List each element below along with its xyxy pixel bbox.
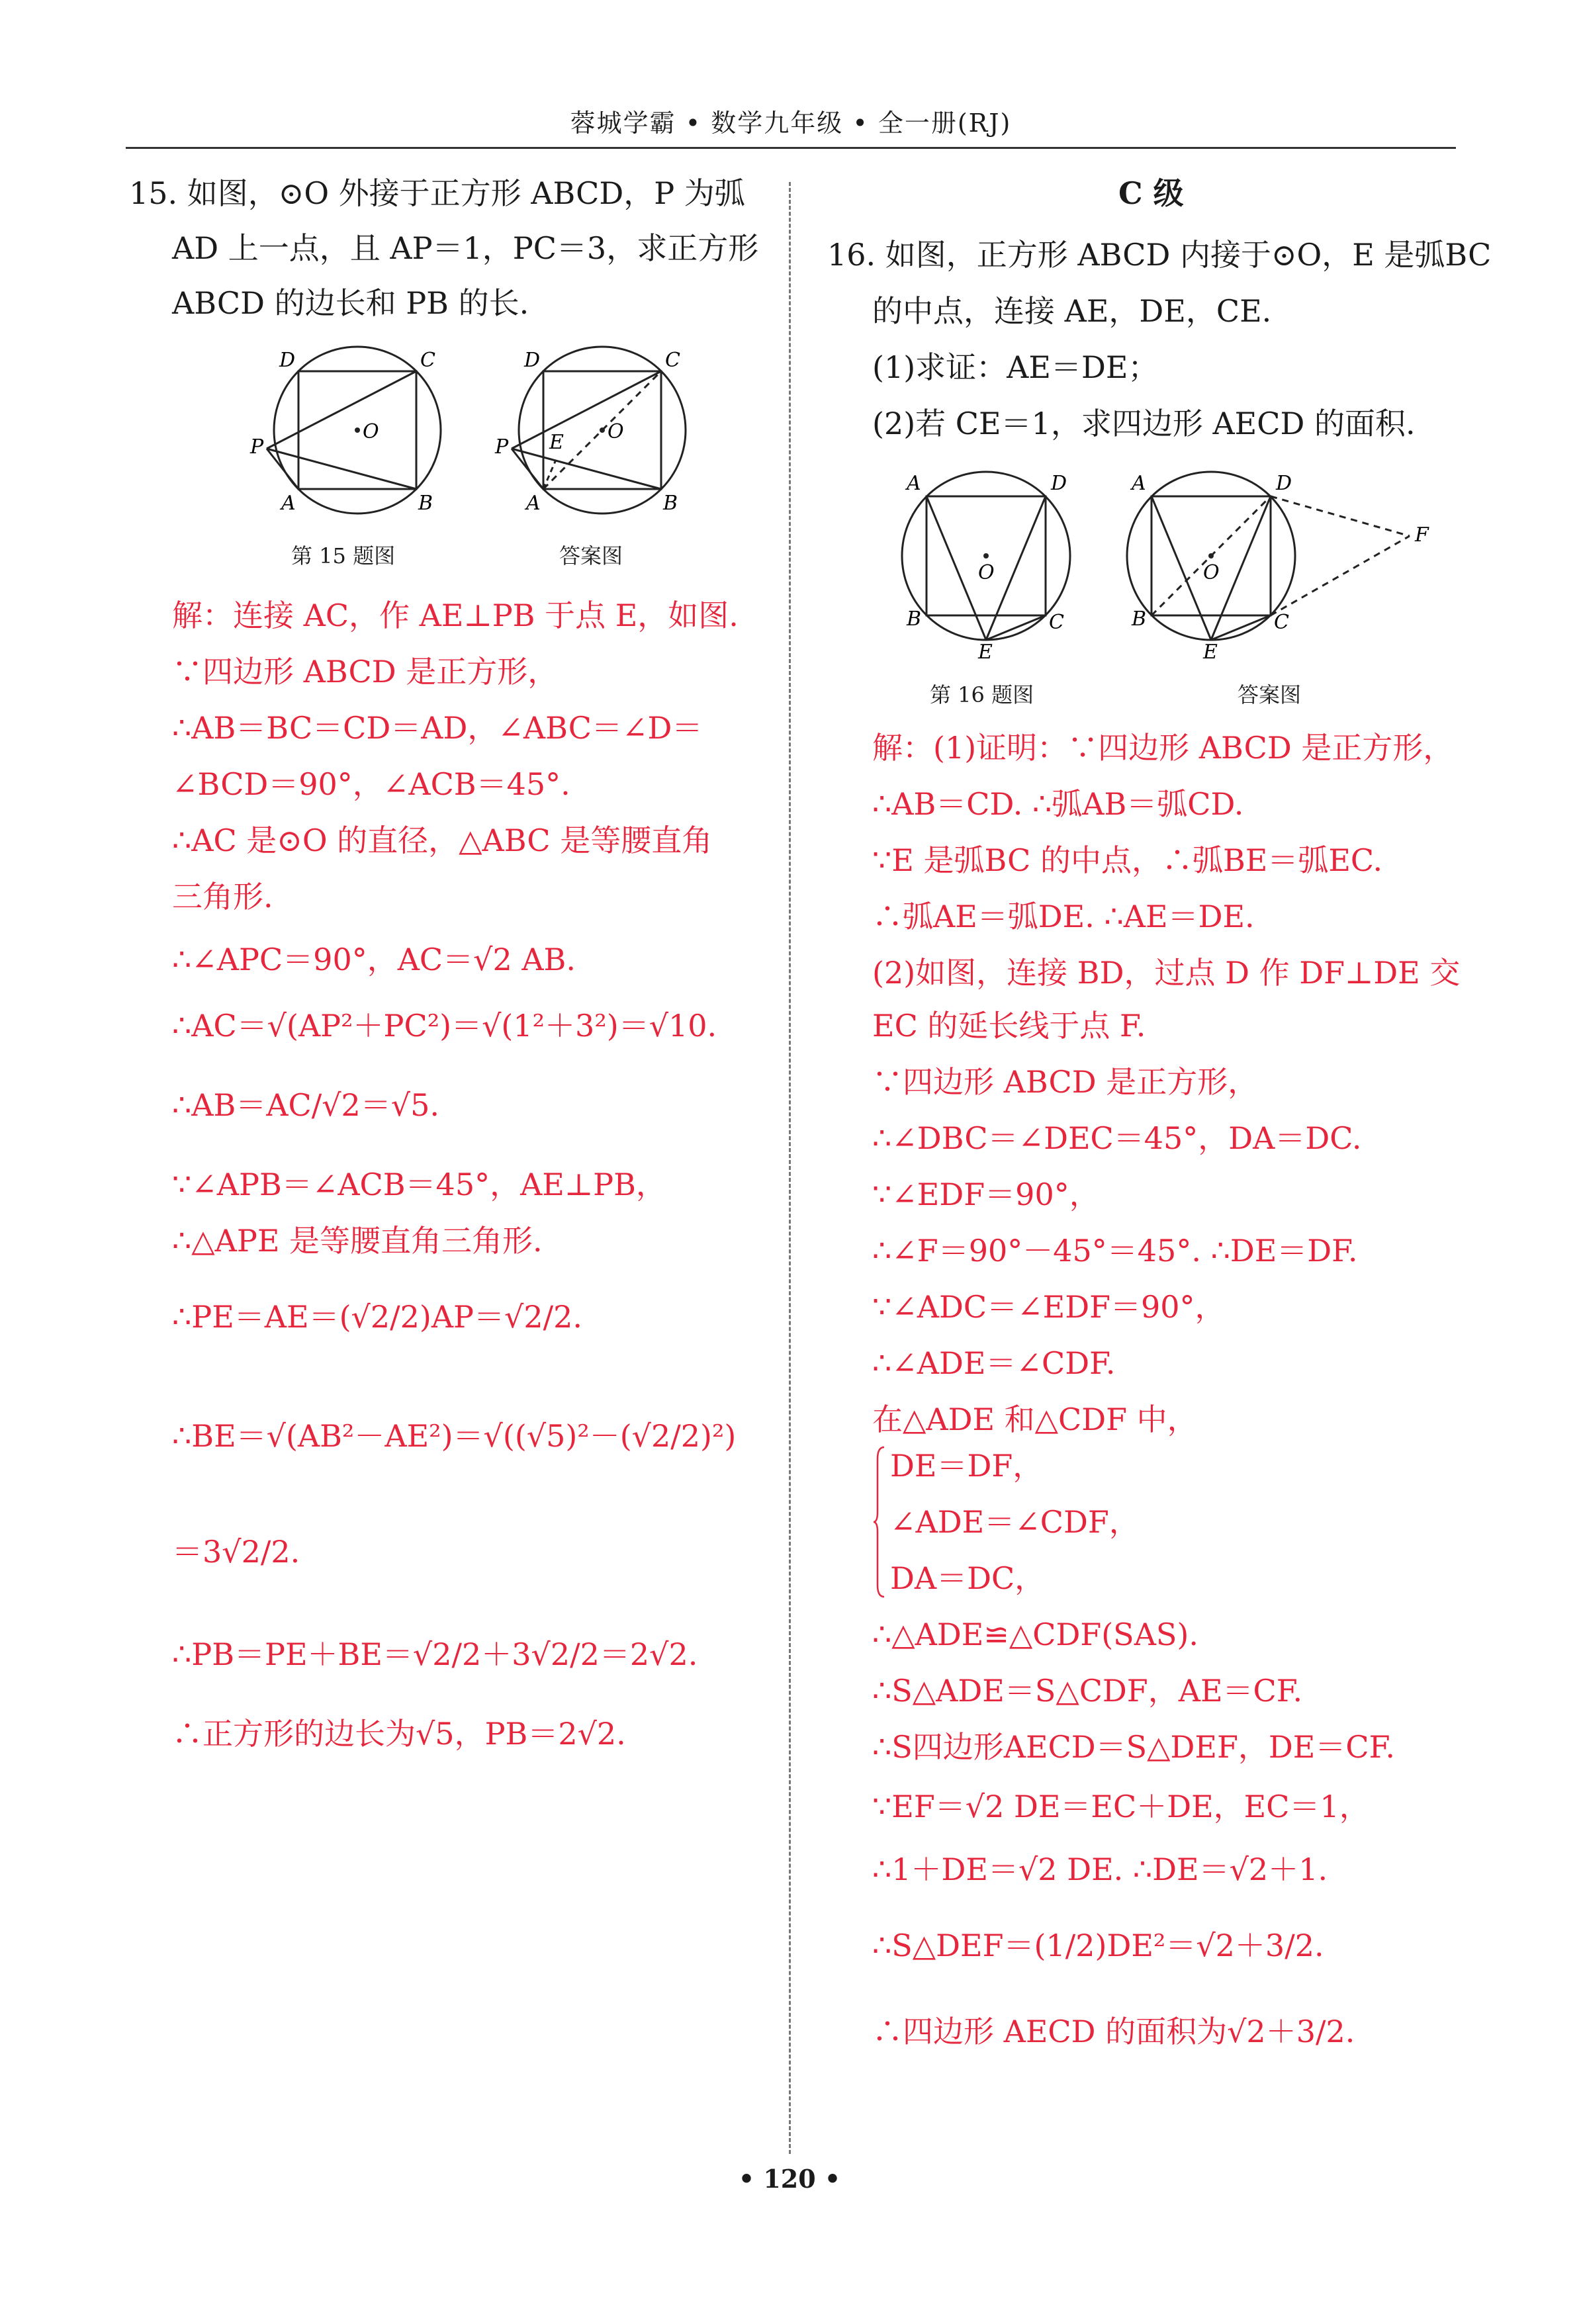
figure-16 [900,463,1085,662]
solution-15-line: ∠BCD＝90°，∠ACB＝45°. [172,766,570,802]
system-brace [872,1446,885,1598]
column-divider [789,182,791,2154]
solution-16-line: DE＝DF， [890,1448,1044,1484]
solution-16-line: EC 的延长线于点 F. [872,1008,1146,1044]
problem-15-line-1: 15. 如图，⊙O 外接于正方形 ABCD，P 为弧 [129,175,745,211]
solution-16-line: ∴弧AE＝弧DE. ∴AE＝DE. [872,899,1255,934]
header-rule [126,147,1456,149]
solution-15-line: 三角形. [172,879,273,915]
solution-16-line: (2)如图，连接 BD，过点 D 作 DF⊥DE 交 [872,955,1461,991]
solution-16-line: ∴∠DBC＝∠DEC＝45°，DA＝DC. [872,1120,1362,1156]
solution-15-line: ∴AB＝AC/√2＝√5. [172,1087,439,1123]
solution-15-line: ∴AC 是⊙O 的直径，△ABC 是等腰直角 [172,823,713,858]
fig15a-label-p: P [495,435,509,459]
solution-15-line: ＝3√2/2. [172,1534,300,1570]
solution-16-line: ∵四边形 ABCD 是正方形， [872,1064,1259,1100]
problem-16-line-2: 的中点，连接 AE，DE，CE. [872,293,1272,329]
problem-16-line-1: 16. 如图，正方形 ABCD 内接于⊙O，E 是弧BC [827,237,1492,273]
fig16a-label-o: O [1203,561,1220,584]
solution-16-line: 在△ADE 和△CDF 中， [872,1402,1198,1437]
figure-16-caption: 第 16 题图 [930,682,1034,707]
fig15a-label-d: D [524,349,541,372]
solution-16-line: ∴四边形 AECD 的面积为√2＋3/2. [872,2014,1355,2049]
fig15-label-o: O [363,420,379,443]
solution-15-line: ∵∠APB＝∠ACB＝45°，AE⊥PB， [172,1167,666,1202]
solution-16-line: ∴S△ADE＝S△CDF，AE＝CF. [872,1673,1303,1709]
solution-16-line: ∠ADE＝∠CDF， [890,1504,1140,1540]
level-heading: C 级 [1118,175,1184,211]
fig15a-label-o: O [608,420,624,443]
fig16a-label-b: B [1132,607,1147,631]
solution-15-line: ∴AB＝BC＝CD＝AD，∠ABC＝∠D＝ [172,710,703,746]
solution-16-line: ∴S四边形AECD＝S△DEF，DE＝CF. [872,1729,1395,1765]
solution-16-line: ∵E 是弧BC 的中点，∴弧BE＝弧EC. [872,842,1383,878]
fig16-label-e: E [978,641,993,662]
fig16-label-a: A [907,472,921,495]
solution-15-line: ∴∠APC＝90°，AC＝√2 AB. [172,942,576,977]
fig15-label-b: B [418,492,433,515]
solution-16-line: ∴△ADE≌△CDF(SAS). [872,1617,1198,1652]
solution-15-line: ∴正方形的边长为√5，PB＝2√2. [172,1716,626,1752]
solution-15-line: ∴△APE 是等腰直角三角形. [172,1223,543,1259]
fig16a-label-d: D [1276,472,1292,495]
fig16-label-b: B [907,607,922,631]
fig16-label-c: C [1049,611,1064,634]
fig15-label-a: A [281,492,296,515]
figure-16-answer-caption: 答案图 [1238,682,1302,707]
figure-15-caption: 第 15 题图 [291,543,396,568]
solution-16-line: ∴1＋DE＝√2 DE. ∴DE＝√2＋1. [872,1852,1328,1887]
page-header: 蓉城学霸 • 数学九年级 • 全一册(RJ) [570,109,1012,138]
solution-15-line: ∴PE＝AE＝(√2/2)AP＝√2/2. [172,1299,582,1335]
fig16a-label-f: F [1415,523,1429,547]
figure-16-answer [1125,463,1443,662]
fig15a-label-a: A [526,492,541,515]
fig16a-label-c: C [1274,611,1289,634]
figure-15-answer [490,344,701,523]
solution-16-line: ∴S△DEF＝(1/2)DE²＝√2＋3/2. [872,1928,1324,1963]
solution-15-line: 解：连接 AC，作 AE⊥PB 于点 E，如图. [172,598,739,633]
problem-15-line-3: ABCD 的边长和 PB 的长. [172,285,529,321]
solution-15-line: ∵四边形 ABCD 是正方形， [172,654,559,690]
problem-16-line-4: (2)若 CE＝1，求四边形 AECD 的面积. [872,406,1416,441]
solution-16-line: ∵∠EDF＝90°， [872,1177,1100,1212]
solution-16-line: ∴∠ADE＝∠CDF. [872,1345,1116,1381]
solution-16-line: DA＝DC， [890,1560,1046,1596]
solution-16-line: ∵∠ADC＝∠EDF＝90°， [872,1289,1226,1325]
solution-15-line: ∴PB＝PE＋BE＝√2/2＋3√2/2＝2√2. [172,1636,698,1672]
fig15a-label-c: C [665,349,680,372]
fig15-label-p: P [250,435,264,459]
fig15-label-c: C [420,349,435,372]
fig16a-label-e: E [1203,641,1218,662]
fig15a-label-e: E [549,431,564,454]
page-number: • 120 • [738,2164,841,2194]
fig15-label-d: D [279,349,296,372]
solution-15-line: ∴AC＝√(AP²＋PC²)＝√(1²＋3²)＝√10. [172,1008,717,1044]
solution-16-line: ∴∠F＝90°－45°＝45°. ∴DE＝DF. [872,1233,1358,1269]
solution-16-line: 解：(1)证明：∵四边形 ABCD 是正方形， [872,730,1454,766]
fig16-label-d: D [1051,472,1067,495]
fig15a-label-b: B [663,492,678,515]
solution-16-line: ∴AB＝CD. ∴弧AB＝弧CD. [872,786,1244,822]
figure-15 [245,344,457,523]
fig16a-label-a: A [1132,472,1146,495]
fig16-label-o: O [978,561,995,584]
problem-16-line-3: (1)求证：AE＝DE； [872,349,1159,385]
figure-15-answer-caption: 答案图 [559,543,623,568]
problem-15-line-2: AD 上一点，且 AP＝1，PC＝3，求正方形 [172,230,759,266]
solution-15-line: ∴BE＝√(AB²－AE²)＝√((√5)²－(√2/2)²) [172,1418,737,1454]
solution-16-line: ∵EF＝√2 DE＝EC＋DE，EC＝1， [872,1789,1370,1824]
